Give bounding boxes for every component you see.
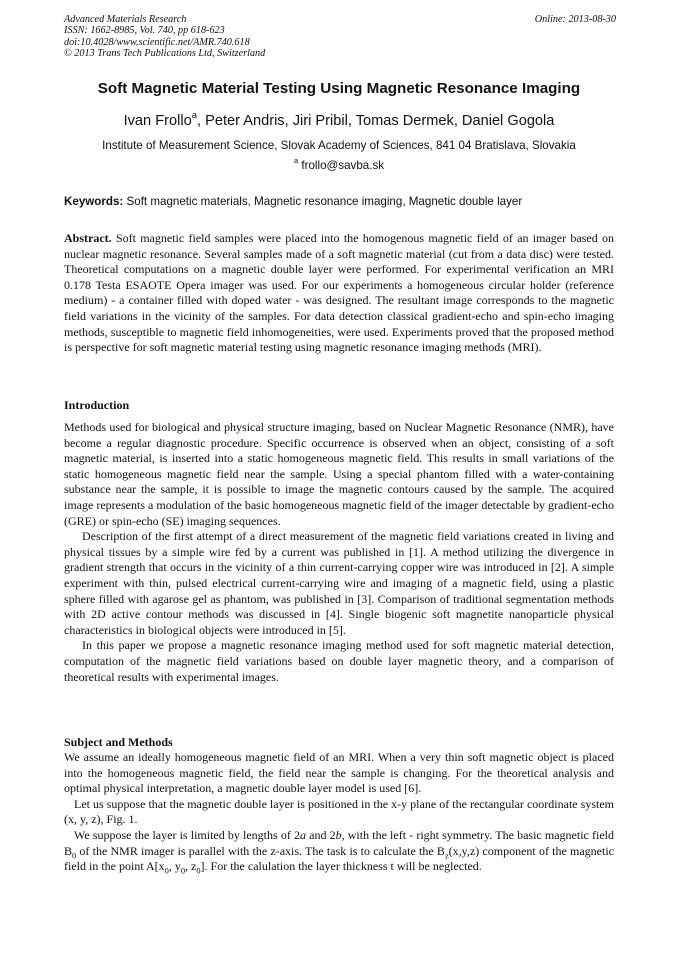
- author-affil-mark: a: [191, 110, 197, 122]
- keywords-text: Soft magnetic materials, Magnetic resonance imaging, Magnetic double layer: [126, 195, 523, 208]
- introduction-body: [64, 420, 614, 685]
- methods-paragraph-2: Let us suppose that the magnetic double layer is positioned in the x-y plane of the rectangular coordinate system (x, y, z), Fig. 1.: [64, 796, 614, 827]
- journal-header: [64, 14, 265, 59]
- methods-body: [64, 750, 614, 875]
- intro-paragraph-3: In this paper we propose a magnetic resonance imaging method used for soft magnetic material detection, computation of the magnetic field variations based on double layer magnetic theory, and a comparison of theoretical results with experimental images.: [64, 638, 614, 684]
- copyright-line: © 2013 Trans Tech Publications Ltd, Switzerland: [64, 47, 266, 59]
- email-address: frollo@savba.sk: [301, 159, 385, 172]
- abstract-label: Abstract.: [64, 231, 112, 245]
- author-list: [0, 110, 678, 129]
- abstract-text: Soft magnetic field samples were placed into the homogenous magnetic field of an imager based on nuclear magnetic resonance. Several samples made of a soft magnetic material (cut from a data disc) were tested. Theoretical computations on a magnetic double layer were performed. For experimental verification an MRI 0.178 Testa ESAOTE Opera imager was used. For our experiments a homogeneous circular holder (reference medium) - a container filled with doped water - was designed. The resultant image corresponds to the magnetic field variations in the vicinity of the samples. For data detection classical gradient-echo and spin-echo imaging methods, susceptible to magnetic field inhomogeneities, were used. Experiments proved that the proposed method is perspective for soft magnetic material testing using magnetic resonance imaging methods (MRI).: [64, 231, 614, 355]
- author-rest: , Peter Andris, Jiri Pribil, Tomas Dermek, Daniel Gogola: [197, 113, 555, 129]
- methods-paragraph-3: We suppose the layer is limited by lengths of 2a and 2b, with the left - right symmetry. The basic magnetic field $B_0$ of the NMR imager is parallel with the z-axis. The task is to calculate the $B_z(x,y,z)$ component of the magnetic field in the point $A[x_0$, $y_0$, $z_0$]. For the calulation the layer thickness t will be neglected.: [64, 827, 614, 876]
- keywords: [64, 195, 522, 208]
- issn-line: ISSN: 1662-8985, Vol. 740, pp 618-623: [64, 25, 225, 37]
- methods-heading: Subject and Methods: [64, 735, 173, 749]
- paper-title: Soft Magnetic Material Testing Using Magnetic Resonance Imaging: [97, 80, 581, 97]
- methods-paragraph-1: We assume an ideally homogeneous magnetic field of an MRI. When a very thin soft magnetic object is placed into the homogeneous magnetic field, the field near the sample is changing. For the theoretical analysis and optimal physical interpretation, a magnetic double layer model is used [6].: [64, 750, 614, 796]
- journal-name: Advanced Materials Research: [64, 14, 187, 25]
- affiliation: Institute of Measurement Science, Slovak Academy of Sciences, 841 04 Bratislava, Slovakia: [102, 139, 576, 152]
- introduction-heading: Introduction: [64, 398, 130, 412]
- author-first: Ivan Frollo: [123, 113, 192, 129]
- email-line: [0, 156, 678, 172]
- abstract: [64, 231, 614, 356]
- doi-line: doi:10.4028/www.scientific.net/AMR.740.618: [64, 36, 250, 48]
- email-affil-mark: a: [293, 156, 299, 166]
- intro-paragraph-2: Description of the first attempt of a direct measurement of the magnetic field variations created in living and physical tissues by a simple wire fed by a current was published in [1]. A method utilizing the divergence in gradient strength that occurs in the vicinity of a thin current-carrying copper wire was introduced in [2]. A simple experiment with thin, pulsed electrical current-carrying wire and imaging of a magnetic field, using a plastic sphere filled with agarose gel as phantom, was published in [3]. Comparison of traditional segmentation methods with 2D active contour methods was discussed in [4]. Single biogenic soft magnetite nanoparticle physical characteristics in biological objects were introduced in [5].: [64, 529, 614, 637]
- keywords-label: Keywords:: [64, 195, 124, 208]
- intro-paragraph-1: Methods used for biological and physical structure imaging, based on Nuclear Magnetic Resonance (NMR), have become a regular diagnostic procedure. Specific occurrence is observed when an object, consisting of a soft magnetic material, is inserted into a static homogeneous magnetic field. This results in small variations of the static homogeneous magnetic field near the sample. Using a special phantom filled with a water-containing substance near the sample, it is possible to image the magnetic contours caused by the sample. The acquired image represents a modulation of the basic homogeneous magnetic field of the imager detectable by gradient-echo (GRE) or spin-echo (SE) imaging sequences.: [64, 420, 614, 528]
- online-date: Online: 2013-08-30: [534, 14, 616, 25]
